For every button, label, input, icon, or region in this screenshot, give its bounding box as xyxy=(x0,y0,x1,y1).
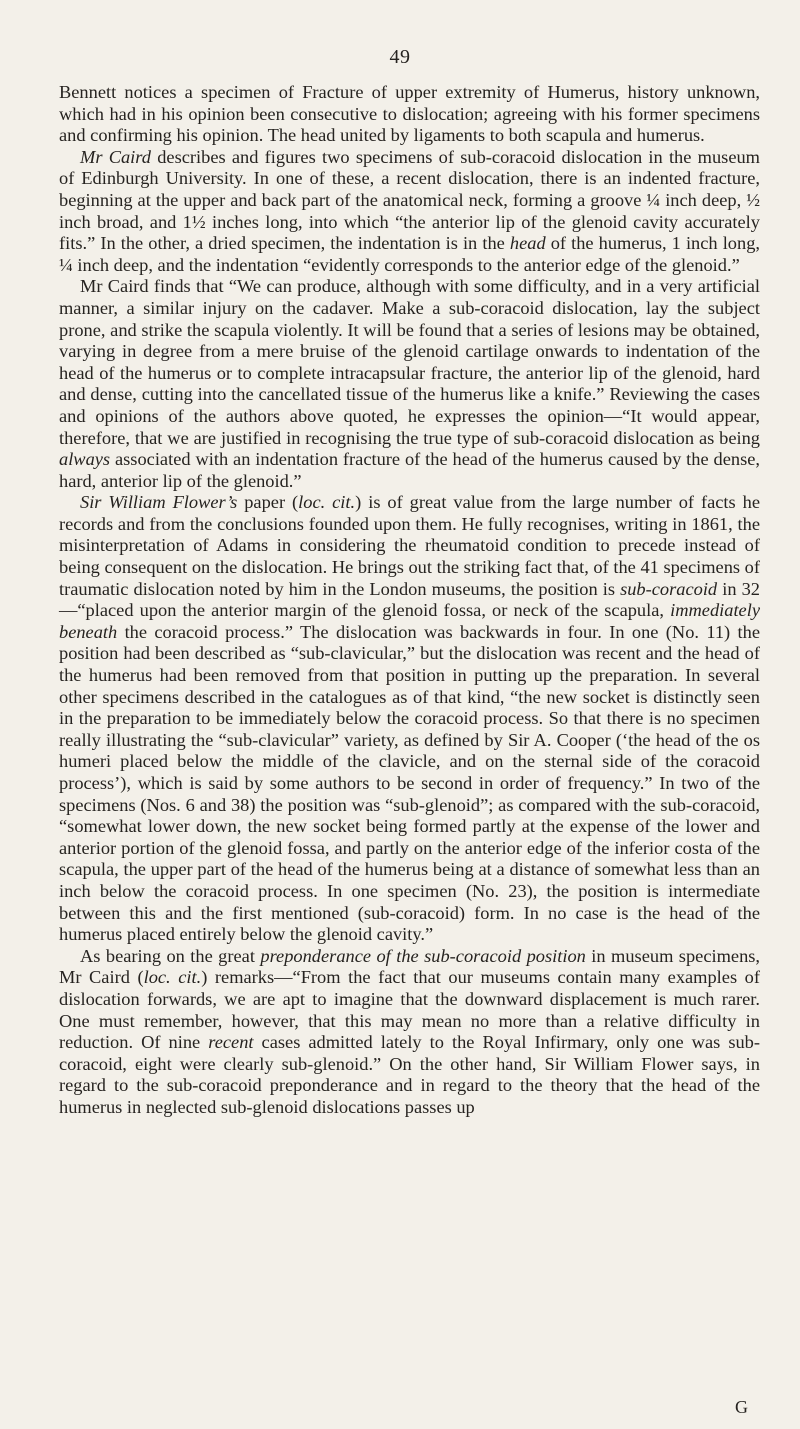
text-run: describes and figures two specimens of sub-coracoid dislocation in the museum of Edinburgh University. In one of these, a recent dislocation, there is an indented fracture, beginning at the upper and back part of the anatomical neck, forming a groove ¼ inch deep, ½ inch broad, and 1½ inches long, into which “the anterior lip of the glenoid cavity accurately fits.” In the other, a dried specimen, the indentation is in the xyxy=(59,146,760,254)
text-run: As bearing on the great xyxy=(80,945,261,966)
text-run: ) is of great value from the large number of facts he records and from the conclusions founded upon them. He fully recognises, writing in 1861, the misinterpretation of Adams in considering the rheumatoid condition to precede instead of being consequent on the dislocation. He brings out the striking fact that, of the 41 specimens of traumatic dislocation noted by him in the London museums, the position is xyxy=(59,492,760,599)
italic-text-run: loc. cit. xyxy=(143,967,202,988)
text-run: Mr Caird finds that “We can produce, although with some difficulty, and in a very artificial manner, a similar injury on the cadaver. Make a sub-coracoid dislocation, lay the subject prone, and strike the scapula violently. It will be found that a series of lesions may be obtained, varying in degree from a mere bruise of the glenoid cartilage onwards to indentation of the head of the humerus or to complete intracapsular fracture, the anterior lip of the glenoid, hard and dense, cutting into the cancellated tissue of the humerus like a knife.” Reviewing the cases and opinions of the authors above quoted, he expresses the opinion—“It would appear, therefore, that we are justified in recognising the true type of sub-coracoid dislocation as being xyxy=(59,276,760,448)
text-run: of the humerus, 1 inch long, ¼ inch deep, and the indentation “evidently corresponds to the anterior edge of the glenoid.” xyxy=(59,233,760,275)
paragraph xyxy=(59,82,760,147)
italic-text-run: recent xyxy=(208,1032,254,1053)
page-number: 49 xyxy=(389,46,411,68)
italic-text-run: immediately beneath xyxy=(59,600,760,642)
text-run: ) remarks—“From the fact that our museums contain many examples of dislocation forwards, we are apt to imagine that the downward displacement is much rarer. One must remember, however, that this may mean no more than a relative difficulty in reduction. Of nine xyxy=(59,967,760,1053)
italic-text-run: always xyxy=(59,449,111,470)
signature-mark: G xyxy=(735,1397,748,1417)
paragraph xyxy=(59,946,760,1119)
italic-text-run: loc. cit. xyxy=(298,492,356,513)
text-run: in museum specimens, Mr Caird ( xyxy=(59,945,761,988)
text-run: in 32—“placed upon the anterior margin of the glenoid fossa, or neck of the scapula, xyxy=(59,578,760,621)
paragraph xyxy=(59,492,760,945)
body-text xyxy=(59,82,760,1119)
italic-text-run: sub-coracoid xyxy=(620,578,718,599)
paragraph xyxy=(59,276,760,492)
text-run: Bennett notices a specimen of Fracture of upper extremity of Humerus, history unknown, which had in his opinion been consecutive to dislocation; agreeing with his former specimens and confirming his opinion. The head united by ligaments to both scapula and humerus. xyxy=(59,82,760,146)
italic-text-run: head xyxy=(509,233,546,254)
italic-text-run: Mr Caird xyxy=(80,146,151,167)
text-run: cases admitted lately to the Royal Infirmary, only one was sub-coracoid, eight were clearly sub-glenoid.” On the other hand, Sir William Flower says, in regard to the sub-coracoid preponderance and in regard to the theory that the head of the humerus in neglected sub-glenoid dislocations passes up xyxy=(59,1032,760,1117)
text-run: paper ( xyxy=(237,492,299,513)
paragraph xyxy=(59,147,760,277)
text-run: associated with an indentation fracture of the head of the humerus caused by the dense, hard, anterior lip of the glenoid.” xyxy=(59,449,760,491)
text-run: the coracoid process.” The dislocation was backwards in four. In one (No. 11) the position had been described as “sub-clavicular,” but the dislocation was recent and the head of the humerus had been removed from that position in putting up the preparation. In several other specimens described in the catalogues as of that kind, “the new socket is distinctly seen in the preparation to be immediately below the coracoid process. So that there is no specimen really illustrating the “sub-clavicular” variety, as defined by Sir A. Cooper (‘the head of the os humeri placed below the middle of the clavicle, and on the sternal side of the coracoid process’), which is said by some authors to be second in order of frequency.” In two of the specimens (Nos. 6 and 38) the position was “sub-glenoid”; as compared with the sub-coracoid, “somewhat lower down, the new socket being formed partly at the expense of the lower and anterior portion of the glenoid fossa, and partly on the anterior edge of the inferior costa of the scapula, the upper part of the head of the humerus being at a distance of somewhat less than an inch below the coracoid process. In one specimen (No. 23), the position is intermediate between this and the first mentioned (sub-coracoid) form. In no case is the head of the humerus placed entirely below the glenoid cavity.” xyxy=(59,621,760,945)
italic-text-run: preponderance of the sub-coracoid position xyxy=(260,945,586,966)
italic-text-run: Sir William Flower’s xyxy=(80,492,238,513)
